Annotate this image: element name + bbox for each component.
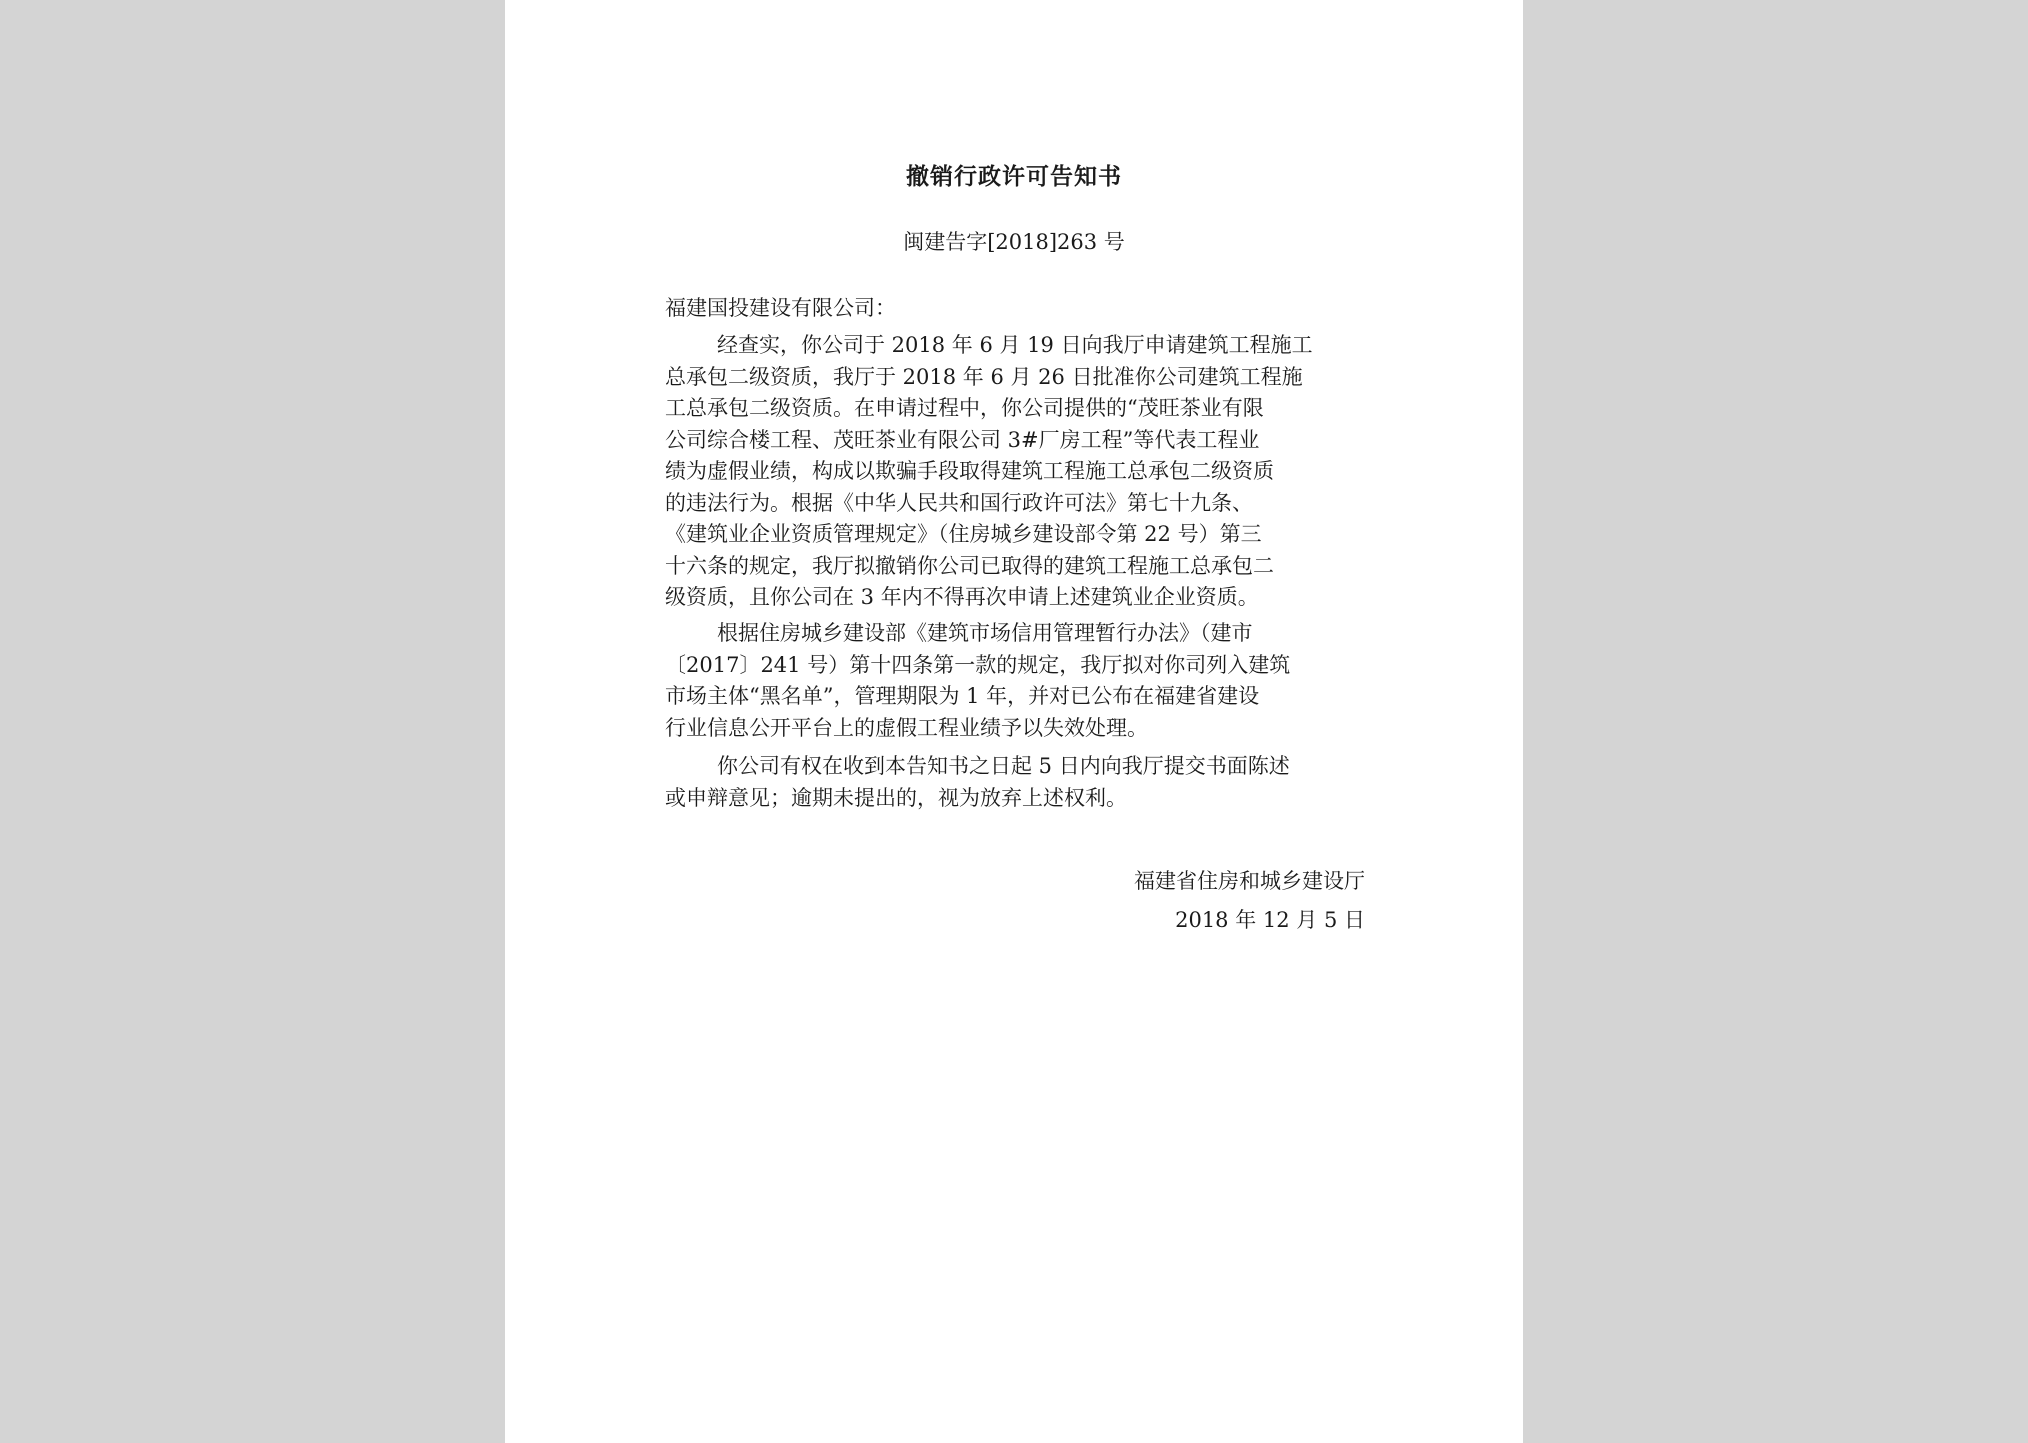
paragraph-line: 《建筑业企业资质管理规定》（住房城乡建设部令第 22 号）第三 [665,522,1262,546]
paragraph-1 [665,330,1367,614]
paragraph-line: 市场主体“黑名单”，管理期限为 1 年，并对已公布在福建省建设 [665,684,1260,708]
document-title: 撤销行政许可告知书 [906,163,1122,190]
paragraph-line: 根据住房城乡建设部《建筑市场信用管理暂行办法》（建市 [717,621,1253,645]
paragraph-line: 级资质，且你公司在 3 年内不得再次申请上述建筑业企业资质。 [665,585,1259,609]
recipient-line: 福建国投建设有限公司： [665,296,896,320]
paragraph-line: 经查实，你公司于 2018 年 6 月 19 日向我厅申请建筑工程施工 [717,333,1313,357]
paragraph-line: 〔2017〕241 号）第十四条第一款的规定，我厅拟对你司列入建筑 [665,652,1291,677]
paragraph-line: 绩为虚假业绩，构成以欺骗手段取得建筑工程施工总承包二级资质 [665,459,1274,483]
paragraph-line: 的违法行为。根据《中华人民共和国行政许可法》第七十九条、 [665,490,1253,515]
document-page [505,0,1523,1443]
paragraph-line: 总承包二级资质，我厅于 2018 年 6 月 26 日批准你公司建筑工程施 [665,364,1303,389]
paragraph-3 [665,751,1367,814]
document-number: 闽建告字[2018]263 号 [903,230,1125,254]
paragraph-2 [665,618,1367,744]
paragraph-line: 公司综合楼工程、茂旺茶业有限公司 3#厂房工程”等代表工程业 [665,427,1260,452]
paragraph-line: 或申辩意见；逾期未提出的，视为放弃上述权利。 [665,785,1127,810]
paragraph-line: 行业信息公开平台上的虚假工程业绩予以失效处理。 [665,715,1148,740]
paragraph-line: 十六条的规定，我厅拟撤销你公司已取得的建筑工程施工总承包二 [665,553,1274,578]
signature-organization: 福建省住房和城乡建设厅 [1134,869,1365,893]
paragraph-line: 你公司有权在收到本告知书之日起 5 日内向我厅提交书面陈述 [717,754,1290,778]
paragraph-line: 工总承包二级资质。在申请过程中，你公司提供的“茂旺茶业有限 [665,396,1264,420]
signature-date: 2018 年 12 月 5 日 [1175,908,1365,932]
